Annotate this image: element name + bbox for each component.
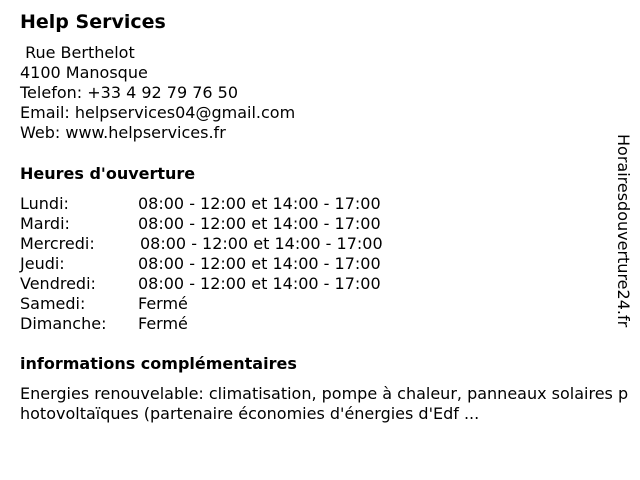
day-hours: 08:00 - 12:00 et 14:00 - 17:00 (138, 274, 381, 293)
day-hours: 08:00 - 12:00 et 14:00 - 17:00 (140, 234, 383, 253)
hours-row-saturday (20, 294, 383, 314)
day-label: Mardi: (20, 214, 70, 233)
hours-heading: Heures d'ouverture (20, 164, 196, 183)
day-hours: Fermé (138, 294, 188, 313)
day-hours: 08:00 - 12:00 et 14:00 - 17:00 (138, 254, 381, 273)
day-label: Mercredi: (20, 234, 95, 253)
city-postal: 4100 Manosque (20, 63, 148, 82)
day-label: Dimanche: (20, 314, 107, 333)
hours-row-thursday (20, 254, 383, 274)
email-line: Email: helpservices04@gmail.com (20, 103, 296, 122)
business-name: Help Services (20, 11, 166, 33)
hours-table (20, 194, 383, 334)
day-label: Vendredi: (20, 274, 96, 293)
day-hours: 08:00 - 12:00 et 14:00 - 17:00 (138, 194, 381, 213)
contact-block (20, 43, 295, 143)
hours-row-wednesday (20, 234, 383, 254)
day-label: Samedi: (20, 294, 86, 313)
hours-row-sunday (20, 314, 383, 334)
phone-line: Telefon: +33 4 92 79 76 50 (20, 83, 239, 102)
hours-row-monday (20, 194, 383, 214)
day-label: Lundi: (20, 194, 69, 213)
hours-row-tuesday (20, 214, 383, 234)
day-hours: Fermé (138, 314, 188, 333)
info-description: Energies renouvelable: climatisation, pompe à chaleur, panneaux solaires photovoltaïques (partenaire économies d'énergies d'Edf ... (20, 384, 629, 423)
day-label: Jeudi: (20, 254, 65, 273)
day-hours: 08:00 - 12:00 et 14:00 - 17:00 (138, 214, 381, 233)
hours-row-friday (20, 274, 383, 294)
info-heading: informations complémentaires (20, 354, 297, 373)
site-watermark: Horairesdouverture24.fr (614, 134, 633, 328)
street-address: Rue Berthelot (20, 43, 135, 62)
web-line: Web: www.helpservices.fr (20, 123, 226, 142)
